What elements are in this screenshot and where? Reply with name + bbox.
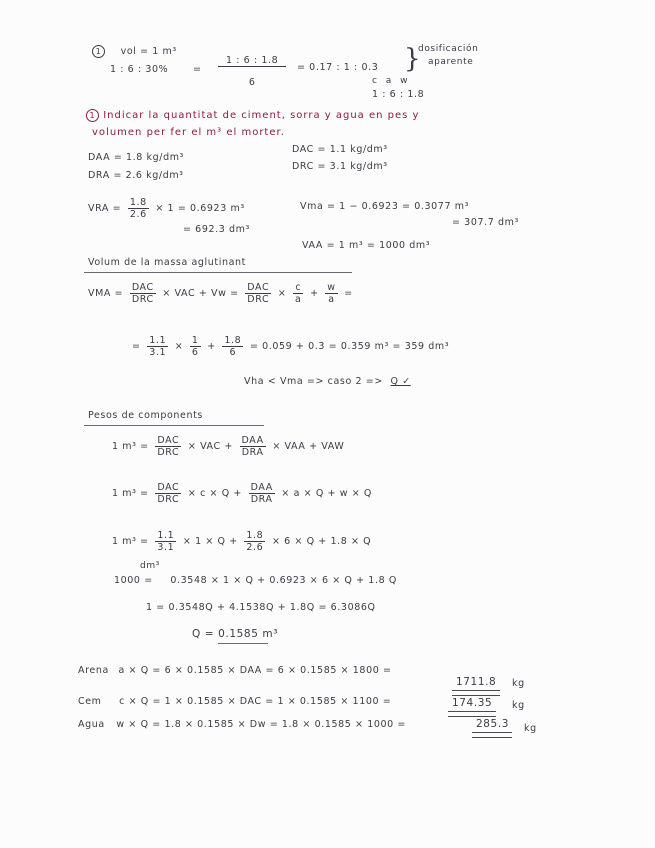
q-result: Q = 0.1585 m³ (192, 628, 279, 640)
eq1-f1-den: DRC (157, 447, 180, 458)
vma-formula-end: = (344, 288, 353, 299)
cem-unit: kg (512, 700, 525, 711)
ratio-denominator: 6 (248, 77, 256, 88)
eq2-f1-num: DAC (157, 482, 180, 493)
eq3-f1-den: 3.1 (157, 542, 175, 553)
vra-line-2: = 692.3 dm³ (183, 224, 250, 235)
ratio-equals: = (193, 64, 202, 75)
density-dac: DAC = 1.1 kg/dm³ (292, 144, 388, 155)
brace-symbol: } (404, 44, 422, 74)
eq3-f2-num: 1.8 (246, 530, 264, 541)
eq3-end: × 6 × Q + 1.8 × Q (271, 536, 372, 547)
eq3-f1-num: 1.1 (157, 530, 175, 541)
case-q-check: Q ✓ (390, 376, 411, 387)
vma-calc-f2-num: 1 (191, 335, 199, 346)
q-underline (218, 643, 268, 644)
pesos-section-title: Pesos de components (88, 410, 203, 421)
vma-calc-plus: + (207, 341, 216, 352)
ratio-result: = 0.17 : 1 : 0.3 (297, 62, 379, 73)
pesos-underline (84, 425, 264, 426)
ratio-fraction (215, 55, 289, 88)
eq2-f1-den: DRC (157, 494, 180, 505)
case-text: Vha < Vma => caso 2 => (244, 376, 383, 387)
eq4-unit: dm³ (140, 561, 160, 571)
agua-label: Agua (78, 719, 105, 730)
weight-eq-3 (112, 530, 371, 553)
vma-calculation (132, 335, 449, 358)
vra-label: VRA = (88, 203, 122, 214)
density-daa: DAA = 1.8 kg/dm³ (88, 152, 184, 163)
vma-calc-rest: = 0.059 + 0.3 = 0.359 m³ = 359 dm³ (249, 341, 450, 352)
vma-calc-f3-num: 1.8 (224, 335, 242, 346)
eq2-f2-den: DRA (250, 494, 273, 505)
volum-underline (84, 272, 352, 273)
arena-text: a × Q = 6 × 0.1585 × DAA = 6 × 0.1585 × 1800 = (118, 665, 392, 676)
dosificacion-label: dosificación (418, 44, 479, 54)
vra-rest: × 1 = 0.6923 m³ (155, 203, 245, 214)
cem-value: 174.35 (452, 697, 493, 709)
weight-eq-4 (114, 575, 397, 586)
eq2-f2-num: DAA (250, 482, 273, 493)
eq4-left: 1000 = (114, 575, 153, 586)
result-agua (78, 719, 406, 730)
circled-number: 1 (92, 45, 105, 58)
vma-calc-f3-den: 6 (229, 347, 237, 358)
eq2-left: 1 m³ = (112, 488, 149, 499)
eq3-f2-den: 2.6 (246, 542, 264, 553)
aparente-label: aparente (428, 57, 474, 67)
vma-calc-x: × (174, 341, 184, 352)
ratio-numerator: 1 : 6 : 1.8 (218, 55, 286, 67)
vma-f1-den: DRC (131, 294, 154, 305)
vra-den: 2.6 (129, 209, 147, 220)
cem-text: c × Q = 1 × 0.1585 × DAC = 1 × 0.1585 × 1100 = (119, 696, 392, 707)
agua-unit: kg (524, 723, 537, 734)
eq1-end: × VAA + VAW (272, 441, 345, 452)
vra-expression (88, 197, 245, 220)
task-line-1 (86, 109, 419, 122)
agua-text: w × Q = 1.8 × 0.1585 × Dw = 1.8 × 0.1585 × 1000 = (116, 719, 406, 730)
vma-line-1: Vma = 1 − 0.6923 = 0.3077 m³ (300, 201, 469, 212)
ratio-text: 1 : 6 : 30% (110, 64, 169, 75)
eq1-mid: × VAC + (187, 441, 233, 452)
eq2-mid: × c × Q + (187, 488, 242, 499)
ratio-repeat: 1 : 6 : 1.8 (372, 89, 425, 100)
eq1-f2-den: DRA (241, 447, 264, 458)
task-circled-number: 1 (86, 109, 99, 122)
task-text-1: Indicar la quantitat de ciment, sorra y agua en pes y (103, 110, 420, 121)
eq3-left: 1 m³ = (112, 536, 149, 547)
cem-label: Cem (78, 696, 102, 707)
vma-f1-num: DAC (131, 282, 154, 293)
component-letters: c a w (372, 76, 411, 86)
agua-value: 285.3 (476, 718, 510, 730)
vma-formula-plus: + (310, 288, 319, 299)
result-arena (78, 665, 392, 676)
task-text-2: volumen per fer el m³ el morter. (92, 127, 285, 138)
eq4-rest: 0.3548 × 1 × Q + 0.6923 × 6 × Q + 1.8 Q (170, 575, 397, 586)
eq3-mid: × 1 × Q + (182, 536, 238, 547)
vma-f2-den: DRC (247, 294, 270, 305)
vma-calc-f1-den: 3.1 (149, 347, 167, 358)
vma-formula-x: × (277, 288, 287, 299)
weight-eq-2 (112, 482, 372, 505)
vma-f4-num: w (327, 282, 336, 293)
arena-value: 1711.8 (456, 676, 497, 688)
arena-label: Arena (78, 665, 109, 676)
vra-num: 1.8 (129, 197, 147, 208)
vma-f3-den: a (295, 294, 302, 305)
eq1-f2-num: DAA (241, 435, 264, 446)
result-cem (78, 696, 391, 707)
agua-double-underline (472, 732, 512, 738)
volum-section-title: Volum de la massa aglutinant (88, 257, 246, 268)
eq1-f1-num: DAC (157, 435, 180, 446)
vma-formula-mid: × VAC + Vw = (162, 288, 239, 299)
weight-eq-5: 1 = 0.3548Q + 4.1538Q + 1.8Q = 6.3086Q (146, 602, 376, 613)
vma-f2-num: DAC (247, 282, 270, 293)
arena-unit: kg (512, 678, 525, 689)
vma-f3-num: c (295, 282, 302, 293)
vma-calc-eq: = (132, 341, 141, 352)
eq1-left: 1 m³ = (112, 441, 149, 452)
vaa-line: VAA = 1 m³ = 1000 dm³ (302, 240, 431, 251)
arena-double-underline (452, 690, 500, 696)
header-line-1 (92, 45, 177, 58)
cem-double-underline (448, 711, 496, 717)
density-drc: DRC = 3.1 kg/dm³ (292, 161, 388, 172)
vma-calc-f2-den: 6 (191, 347, 199, 358)
density-dra: DRA = 2.6 kg/dm³ (88, 170, 184, 181)
vma-formula-label: VMA = (88, 288, 124, 299)
vma-formula (88, 282, 353, 305)
vma-calc-f1-num: 1.1 (149, 335, 167, 346)
volume-text: vol = 1 m³ (120, 46, 177, 57)
weight-eq-1 (112, 435, 344, 458)
case-line (244, 376, 411, 387)
eq2-end: × a × Q + w × Q (281, 488, 372, 499)
vma-f4-den: a (328, 294, 335, 305)
vma-line-2: = 307.7 dm³ (452, 217, 519, 228)
